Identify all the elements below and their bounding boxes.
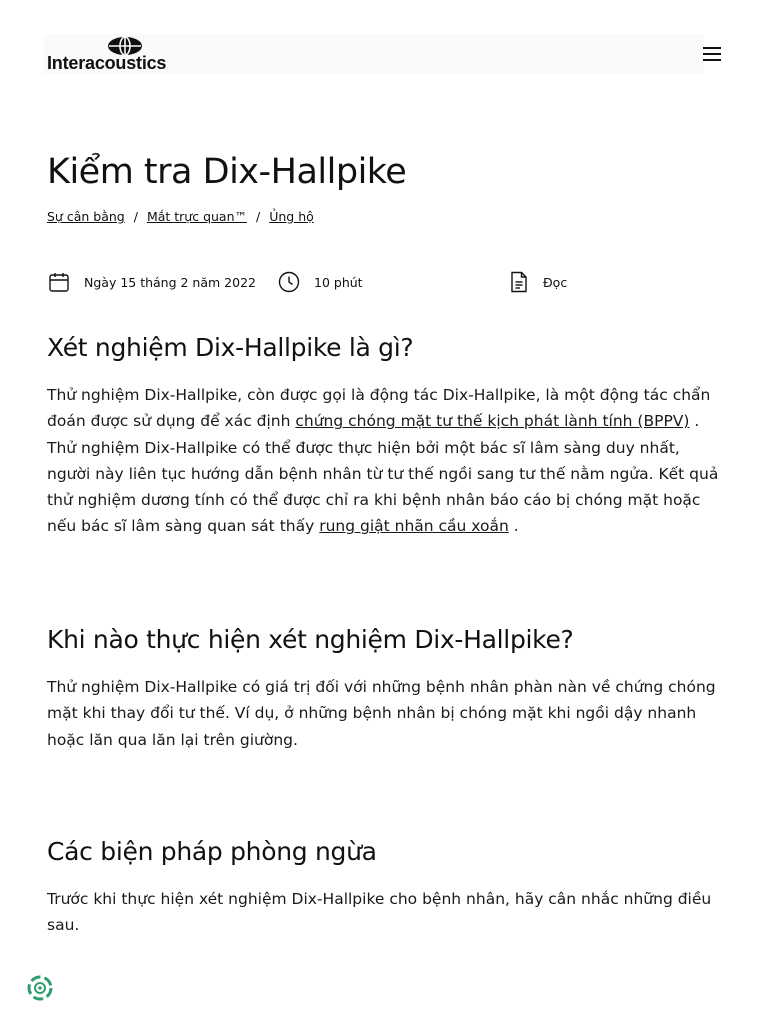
hamburger-menu-icon[interactable] (700, 42, 724, 66)
section-paragraph: Trước khi thực hiện xét nghiệm Dix-Hallpike cho bệnh nhân, hãy cân nhắc những điều sau. (47, 890, 712, 935)
calendar-icon (48, 271, 70, 293)
clock-icon (278, 271, 300, 293)
meta-duration-text: 10 phút (314, 274, 363, 290)
torsional-nystagmus-link[interactable]: rung giật nhãn cầu xoắn (319, 517, 509, 536)
breadcrumb-item-visualeyes[interactable]: Mắt trực quan™ (146, 209, 248, 224)
page-title: Kiểm tra Dix-Hallpike (47, 152, 407, 192)
breadcrumb-separator: / (133, 209, 138, 224)
section-heading: Khi nào thực hiện xét nghiệm Dix-Hallpike? (47, 625, 574, 654)
breadcrumb-item-balance[interactable]: Sự cân bằng (47, 209, 125, 224)
site-header (0, 0, 768, 108)
document-icon (509, 271, 529, 293)
interacoustics-logo[interactable] (47, 36, 207, 72)
section-precautions (47, 837, 727, 939)
chat-widget-icon[interactable] (24, 972, 56, 1004)
section-heading: Xét nghiệm Dix-Hallpike là gì? (47, 333, 414, 362)
section-heading: Các biện pháp phòng ngừa (47, 837, 377, 866)
meta-date-text: Ngày 15 tháng 2 năm 2022 (84, 274, 256, 290)
logo-text: Interacoustics (47, 53, 167, 73)
breadcrumb-item-support[interactable]: Ủng hộ (269, 209, 314, 224)
bppv-link[interactable]: chứng chóng mặt tư thế kịch phát lành tính (BPPV) (295, 412, 690, 431)
section-paragraph: Thử nghiệm Dix-Hallpike có giá trị đối với những bệnh nhân phàn nàn về chứng chóng mặt khi thay đổi tư thế. Ví dụ, ở những bệnh nhân bị chóng mặt khi ngồi dậy nhanh hoặc lăn qua lăn lại trên giường. (47, 678, 716, 749)
meta-type (509, 268, 567, 296)
meta-type-text: Đọc (543, 274, 568, 290)
meta-date (48, 268, 256, 296)
meta-duration (278, 268, 363, 296)
section-when-to-perform (47, 625, 727, 753)
section-what-is (47, 333, 727, 540)
section-paragraph: Thử nghiệm Dix-Hallpike, còn được gọi là động tác Dix-Hallpike, là một động tác chẩn đoán được sử dụng để xác định chứng chóng mặt tư thế kịch phát lành tính (BPPV) . Thử nghiệm Dix-Hallpike có thể được thực hiện bởi một bác sĩ lâm sàng duy nhất, người này liên tục hướng dẫn bệnh nhân từ tư thế ngồi sang tư thế nằm ngửa. Kết quả thử nghiệm dương tính có thể được chỉ ra khi bệnh nhân báo cáo bị chóng mặt hoặc nếu bác sĩ lâm sàng quan sát thấy rung giật nhãn cầu xoắn . (47, 386, 719, 536)
breadcrumb (47, 209, 314, 224)
breadcrumb-separator: / (256, 209, 261, 224)
